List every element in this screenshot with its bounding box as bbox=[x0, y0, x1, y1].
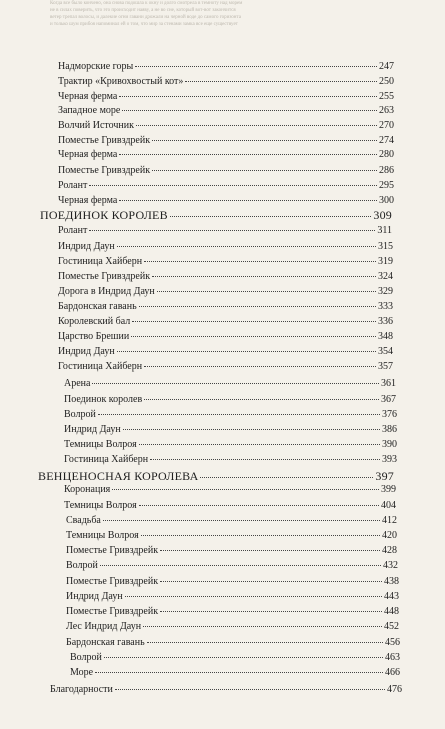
toc-entry bbox=[58, 120, 394, 132]
toc-entry-title: Волрой bbox=[64, 409, 96, 420]
toc-entry-title: Волрой bbox=[66, 560, 98, 571]
dot-leader bbox=[123, 429, 380, 430]
dot-leader bbox=[122, 110, 377, 111]
toc-entry bbox=[66, 545, 397, 557]
dot-leader bbox=[141, 535, 380, 536]
toc-entry-title: ПОЕДИНОК КОРОЛЕВ bbox=[40, 208, 168, 222]
toc-entry bbox=[58, 271, 393, 283]
dot-leader bbox=[119, 96, 377, 97]
toc-entry-page: 280 bbox=[379, 149, 394, 160]
toc-entry-page: 432 bbox=[383, 560, 398, 571]
toc-entry-title: Поместье Гривздрейк bbox=[58, 271, 151, 282]
toc-entry bbox=[58, 331, 393, 343]
toc-entry-page: 452 bbox=[384, 621, 399, 632]
dot-leader bbox=[103, 520, 380, 521]
dot-leader bbox=[100, 565, 381, 566]
toc-entry bbox=[58, 316, 393, 328]
toc-entry-title: Свадьба bbox=[66, 515, 101, 526]
dot-leader bbox=[147, 642, 383, 643]
dot-leader bbox=[160, 611, 382, 612]
toc-entry-title: Надморские горы bbox=[58, 61, 134, 72]
toc-entry-title: Гостиница Хайберн bbox=[58, 361, 143, 372]
dot-leader bbox=[157, 291, 376, 292]
toc-entry bbox=[58, 346, 393, 358]
dot-leader bbox=[160, 550, 380, 551]
toc-entry-title: Поединок королев bbox=[64, 394, 143, 405]
toc-entry bbox=[70, 652, 400, 664]
toc-entry bbox=[66, 606, 399, 618]
toc-entry-title: ВЕНЦЕНОСНАЯ КОРОЛЕВА bbox=[38, 469, 199, 483]
toc-entry-title: Поместье Гривздрейк bbox=[58, 135, 151, 146]
toc-entry-title: Бардонская гавань bbox=[66, 637, 145, 648]
toc-entry bbox=[66, 637, 400, 649]
toc-entry-title: Темницы Волроя bbox=[64, 500, 137, 511]
toc-entry bbox=[58, 225, 392, 237]
toc-entry-page: 274 bbox=[379, 135, 394, 146]
toc-entry-page: 466 bbox=[385, 667, 400, 678]
toc-entry bbox=[66, 621, 399, 633]
dot-leader bbox=[152, 170, 377, 171]
dot-leader bbox=[139, 444, 380, 445]
toc-entry-page: 367 bbox=[381, 394, 396, 405]
toc-entry-title: Темницы Волроя bbox=[64, 439, 137, 450]
dot-leader bbox=[144, 366, 376, 367]
dot-leader bbox=[112, 489, 379, 490]
toc-entry-page: 399 bbox=[381, 484, 396, 495]
toc-entry-title: Королевский бал bbox=[58, 316, 131, 327]
toc-entry-page: 311 bbox=[377, 225, 392, 236]
toc-entry-page: 348 bbox=[378, 331, 393, 342]
toc-entry bbox=[64, 500, 396, 512]
toc-entry-page: 393 bbox=[382, 454, 397, 465]
toc-entry-page: 386 bbox=[382, 424, 397, 435]
bleed-line: ветер трепал волосы, и далекие огни гавани дрожали на черной воде до самого горизонта bbox=[50, 15, 241, 20]
toc-entry-page: 263 bbox=[379, 105, 394, 116]
toc-entry-title: Коронация bbox=[64, 484, 111, 495]
toc-entry bbox=[58, 195, 394, 207]
dot-leader bbox=[144, 399, 379, 400]
toc-entry-page: 319 bbox=[378, 256, 393, 267]
toc-entry bbox=[66, 515, 397, 527]
toc-entry-page: 397 bbox=[375, 469, 394, 483]
toc-entry-page: 270 bbox=[379, 120, 394, 131]
toc-entry bbox=[58, 180, 394, 192]
dot-leader bbox=[119, 154, 377, 155]
toc-entry-page: 247 bbox=[379, 61, 394, 72]
toc-entry-title: Индрид Даун bbox=[64, 424, 121, 435]
toc-entry-title: Поместье Гривздрейк bbox=[66, 576, 159, 587]
dot-leader bbox=[139, 505, 379, 506]
toc-entry-page: 448 bbox=[384, 606, 399, 617]
dot-leader bbox=[92, 383, 379, 384]
toc-entry bbox=[58, 286, 393, 298]
toc-entry bbox=[38, 469, 394, 483]
toc-entry bbox=[58, 76, 394, 88]
dot-leader bbox=[135, 66, 377, 67]
toc-entry-title: Волрой bbox=[70, 652, 102, 663]
toc-entry-title: Ролант bbox=[58, 225, 88, 236]
toc-entry-title: Поместье Гривздрейк bbox=[66, 606, 159, 617]
dot-leader bbox=[117, 246, 376, 247]
toc-entry-page: 354 bbox=[378, 346, 393, 357]
dot-leader bbox=[160, 581, 382, 582]
dot-leader bbox=[200, 477, 373, 478]
toc-entry-title: Царство Брешии bbox=[58, 331, 130, 342]
toc-entry-title: Индрид Даун bbox=[66, 591, 123, 602]
toc-entry-page: 463 bbox=[385, 652, 400, 663]
toc-entry-page: 456 bbox=[385, 637, 400, 648]
toc-entry bbox=[58, 105, 394, 117]
dot-leader bbox=[136, 125, 377, 126]
toc-entry bbox=[66, 591, 399, 603]
dot-leader bbox=[152, 140, 377, 141]
dot-leader bbox=[95, 672, 383, 673]
dot-leader bbox=[185, 81, 377, 82]
toc-entry-page: 250 bbox=[379, 76, 394, 87]
toc-entry-page: 333 bbox=[378, 301, 393, 312]
toc-entry-title: Ролант bbox=[58, 180, 88, 191]
dot-leader bbox=[89, 230, 375, 231]
toc-entry-title: Черная ферма bbox=[58, 149, 118, 160]
toc-entry bbox=[64, 394, 396, 406]
toc-entry-title: Бардонская гавань bbox=[58, 301, 137, 312]
toc-entry bbox=[64, 484, 396, 496]
toc-entry-page: 329 bbox=[378, 286, 393, 297]
dot-leader bbox=[144, 261, 376, 262]
toc-entry-title: Гостиница Хайберн bbox=[58, 256, 143, 267]
toc-entry-page: 438 bbox=[384, 576, 399, 587]
toc-entry bbox=[58, 301, 393, 313]
toc-entry-page: 361 bbox=[381, 378, 396, 389]
toc-entry-page: 376 bbox=[382, 409, 397, 420]
toc-entry-title: Лес Индрид Даун bbox=[66, 621, 142, 632]
bleed-line: не в силах поверить, что это происходит наяву, а не во сне, который вот-вот закончится bbox=[50, 8, 236, 13]
toc-entry bbox=[58, 361, 393, 373]
toc-entry bbox=[58, 241, 393, 253]
toc-entry bbox=[40, 208, 392, 222]
toc-entry-title: Гостиница Хайберн bbox=[64, 454, 149, 465]
toc-entry-page: 476 bbox=[387, 684, 402, 695]
dot-leader bbox=[117, 351, 376, 352]
toc-entry-page: 315 bbox=[378, 241, 393, 252]
toc-entry-page: 443 bbox=[384, 591, 399, 602]
toc-entry-page: 357 bbox=[378, 361, 393, 372]
toc-entry bbox=[58, 135, 394, 147]
toc-entry bbox=[70, 667, 400, 679]
toc-entry bbox=[58, 165, 394, 177]
bleed-line: Когда все было кончено, она снова подошла к окну и долго смотрела в темноту над морем bbox=[50, 1, 243, 6]
toc-entry-title: Черная ферма bbox=[58, 195, 118, 206]
toc-entry bbox=[64, 409, 397, 421]
toc-entry-page: 309 bbox=[373, 208, 392, 222]
toc-entry-page: 404 bbox=[381, 500, 396, 511]
dot-leader bbox=[170, 216, 372, 217]
toc-entry-title: Волчий Источник bbox=[58, 120, 134, 131]
toc-entry-title: Западное море bbox=[58, 105, 121, 116]
toc-entry-page: 286 bbox=[379, 165, 394, 176]
toc-entry-page: 324 bbox=[378, 271, 393, 282]
toc-entry bbox=[58, 61, 394, 73]
toc-entry bbox=[64, 424, 397, 436]
dot-leader bbox=[104, 657, 383, 658]
toc-entry-title: Черная ферма bbox=[58, 91, 118, 102]
dot-leader bbox=[125, 596, 382, 597]
toc-entry-page: 336 bbox=[378, 316, 393, 327]
toc-entry-page: 390 bbox=[382, 439, 397, 450]
toc-entry-title: Благодарности bbox=[50, 684, 113, 695]
toc-entry-title: Море bbox=[70, 667, 94, 678]
toc-entry-title: Поместье Гривздрейк bbox=[66, 545, 159, 556]
toc-entry bbox=[58, 91, 394, 103]
dot-leader bbox=[115, 689, 385, 690]
toc-entry bbox=[66, 530, 397, 542]
dot-leader bbox=[131, 336, 376, 337]
dot-leader bbox=[139, 306, 376, 307]
dot-leader bbox=[143, 626, 382, 627]
dot-leader bbox=[89, 185, 377, 186]
toc-entry bbox=[58, 149, 394, 161]
dot-leader bbox=[119, 200, 377, 201]
toc-entry-page: 412 bbox=[382, 515, 397, 526]
toc-entry-title: Трактир «Кривохвостый кот» bbox=[58, 76, 184, 87]
toc-entry bbox=[64, 439, 397, 451]
toc-entry-title: Индрид Даун bbox=[58, 241, 115, 252]
toc-entry-page: 255 bbox=[379, 91, 394, 102]
toc-entry-page: 428 bbox=[382, 545, 397, 556]
toc-entry bbox=[66, 576, 399, 588]
dot-leader bbox=[150, 459, 380, 460]
toc-entry bbox=[50, 684, 402, 696]
toc-entry bbox=[66, 560, 398, 572]
bleed-line: и только шум прибоя напоминал ей о том, что мир за стенами замка все еще существует bbox=[50, 22, 238, 27]
toc-entry-title: Темницы Волроя bbox=[66, 530, 139, 541]
toc-entry bbox=[58, 256, 393, 268]
dot-leader bbox=[132, 321, 376, 322]
dot-leader bbox=[98, 414, 380, 415]
toc-entry-title: Индрид Даун bbox=[58, 346, 115, 357]
toc-entry-page: 295 bbox=[379, 180, 394, 191]
toc-entry-title: Арена bbox=[64, 378, 91, 389]
toc-entry-title: Дорога в Индрид Даун bbox=[58, 286, 155, 297]
toc-entry-title: Поместье Гривздрейк bbox=[58, 165, 151, 176]
toc-entry-page: 420 bbox=[382, 530, 397, 541]
toc-entry bbox=[64, 378, 396, 390]
toc-entry bbox=[64, 454, 397, 466]
toc-entry-page: 300 bbox=[379, 195, 394, 206]
dot-leader bbox=[152, 276, 376, 277]
